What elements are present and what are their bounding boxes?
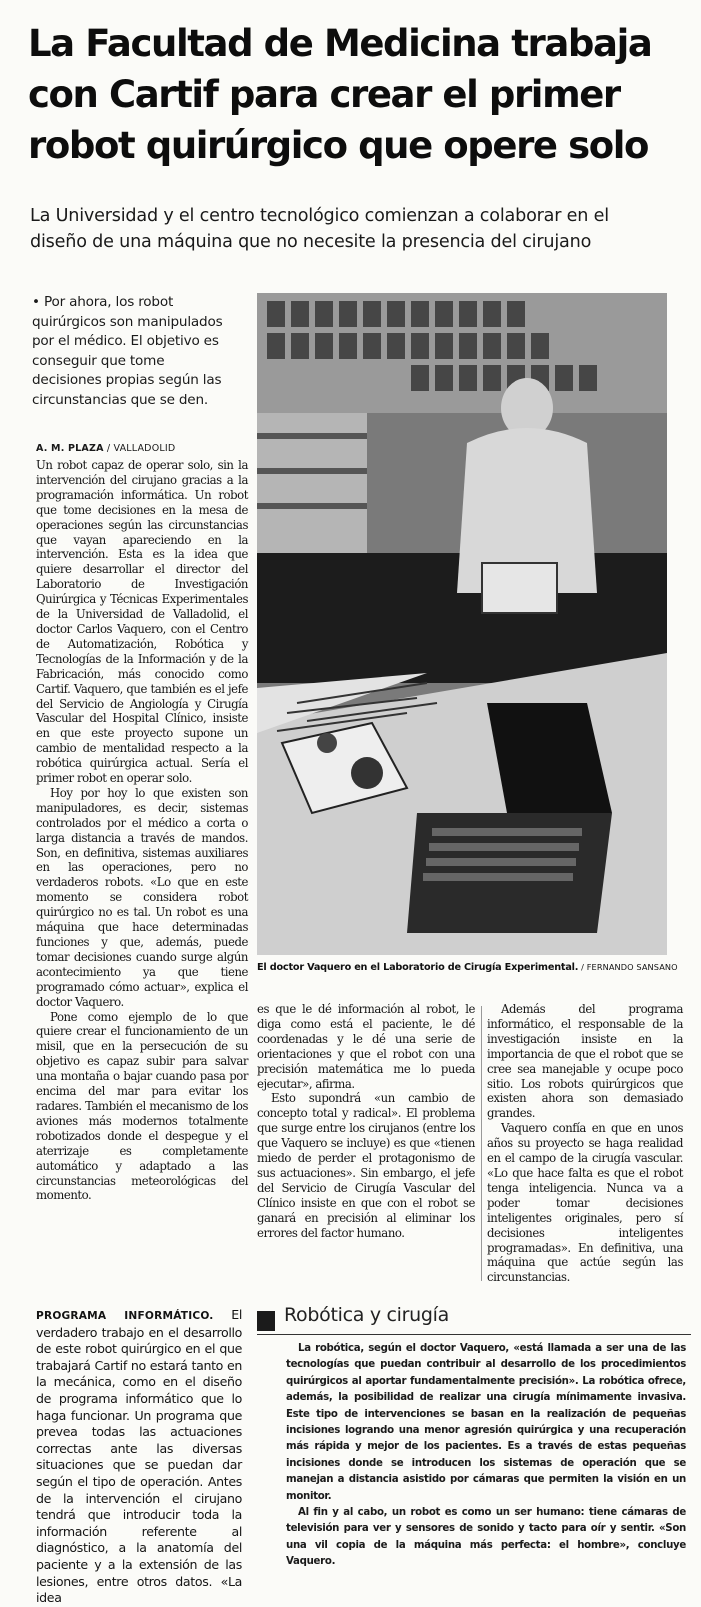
sidebar-section-icon (257, 1311, 275, 1331)
subtitle-line-1: La Universidad y el centro tecnológico comienzan a colaborar en el (30, 206, 609, 226)
body-paragraph: Un robot capaz de operar solo, sin la intervención del cirujano gracias a la programación informática. Un robot que tome decisiones en la mesa de operaciones según las circunstancias que vayan apareciendo en la intervención. Esta es la idea que quiere desarrollar el director del Laboratorio de Investigación Quirúrgica y Técnicas Experimentales de la Universidad de Valladolid, el doctor Carlos Vaquero, con el Centro de Automatización, Robótica y Tecnologías de la Información y de la Fabricación, más conocido como Cartif. Vaquero, que también es el jefe del Servicio de Angiología y Cirugía Vascular del Hospital Clínico, insiste en que este proyecto supone un cambio de mentalidad respecto a la robótica quirúrgica actual. Sería el primer robot en operar solo. (36, 458, 248, 786)
subtitle-line-2: diseño de una máquina que no necesite la presencia del cirujano (30, 232, 592, 252)
body-column-1 (36, 458, 248, 1203)
photo-credit: / FERNANDO SANSANO (581, 962, 678, 972)
lede: • Por ahora, los robot quirúrgicos son manipulados por el médico. El objetivo es conseguir que tome decisiones propias según las circunstancias que se den. (32, 294, 223, 408)
sidebar-paragraph: La robótica, según el doctor Vaquero, «está llamada a ser una de las tecnologías que puedan contribuir al desarrollo de los procedimientos quirúrgicos al aportar fundamentalmente precisión». La robótica ofrece, además, la posibilidad de realizar una cirugía mínimamente invasiva. Este tipo de intervenciones se basan en la realización de pequeñas incisiones logrando una menor agresión quirúrgica y una recuperación más rápida y mejor de los pacientes. Es a través de estas pequeñas incisiones donde se introducen los sistemas de operación que se manejan a distancia asistido por cámaras que permiten la visión en un monitor. (286, 1343, 686, 1502)
byline-author: A. M. PLAZA (36, 443, 104, 454)
headline (28, 18, 688, 171)
subtitle (30, 203, 690, 255)
sidebar-rule (257, 1334, 691, 1335)
lab-photo-illustration (257, 293, 667, 955)
body-paragraph: es que le dé información al robot, le diga como está el paciente, le dé coordenadas y le dé una serie de orientaciones y que el robot con una precisión matemática me lo pueda ejecutar», afirma. (257, 1002, 475, 1091)
article-photo (257, 293, 667, 955)
headline-line-2: con Cartif para crear el primer (28, 73, 620, 116)
body-column-2 (257, 1002, 475, 1241)
body-column-1-lower (36, 1307, 242, 1607)
body-paragraph: Además del programa informático, el responsable de la investigación insiste en la importancia de que el robot que se cree sea manejable y ocupe poco sitio. Los robots quirúrgicos que existen ahora son demasiado grandes. (487, 1002, 683, 1121)
body-paragraph-text: El verdadero trabajo en el desarrollo de este robot quirúrgico en el que trabajará Cartif no estará tanto en la mecánica, como en el diseño de programa informático que lo haga funcionar. Un programa que prevea todas las actuaciones correctas ante las diversas situaciones que se puedan dar según el tipo de operación. Antes de la intervención el cirujano tendrá que introducir toda la información referente al diagnóstico, a la anatomía del paciente y a la extensión de las lesiones, entre otros datos. «La idea (36, 1307, 242, 1606)
headline-line-1: La Facultad de Medicina trabaja (28, 22, 652, 65)
sidebar-body (286, 1341, 686, 1571)
body-paragraph: Esto supondrá «un cambio de concepto total y radical». El problema que surge entre los cirujanos (entre los que Vaquero se incluye) es que «tienen miedo de perder el protagonismo de sus actuaciones». Sin embargo, el jefe del Servicio de Cirugía Vascular del Clínico insiste en que con el robot se ganará en precisión al eliminar los errores del factor humano. (257, 1091, 475, 1240)
photo-caption (257, 962, 697, 973)
body-paragraph: Vaquero confía en que en unos años su proyecto se haga realidad en el campo de la cirugía vascular. «Lo que hace falta es que el robot tenga inteligencia. Nunca va a poder tomar decisiones inteligentes originales, pero sí decisiones inteligentes programadas». En definitiva, una máquina que actúe según las circunstancias. (487, 1121, 683, 1285)
sidebar-title: Robótica y cirugía (284, 1304, 449, 1326)
sidebar-paragraph: Al fin y al cabo, un robot es como un ser humano: tiene cámaras de televisión para ver y sensores de sonido y tacto para oír y sentir. «Son una vil copia de la máquina más perfecta: el hombre», concluye Vaquero. (286, 1507, 686, 1568)
body-paragraph: Hoy por hoy lo que existen son manipuladores, es decir, sistemas controlados por el médico a corta o larga distancia a través de mandos. Son, en definitiva, sistemas auxiliares en las operaciones, pero no verdaderos robots. «Lo que en este momento se considera robot quirúrgico no es tal. Un robot es una máquina que hace determinadas funciones y que, además, puede tomar decisiones cuando surge algún acontecimiento ya que tiene programado cómo actuar», explica el doctor Vaquero. (36, 785, 248, 1009)
byline-location: VALLADOLID (113, 443, 176, 454)
body-paragraph (36, 1307, 242, 1607)
column-divider (481, 1006, 482, 1281)
headline-line-3: robot quirúrgico que opere solo (28, 124, 649, 167)
byline: A. M. PLAZA / VALLADOLID (36, 443, 176, 454)
section-kicker: PROGRAMA INFORMÁTICO. (36, 1310, 214, 1322)
body-paragraph: Pone como ejemplo de lo que quiere crear el funcionamiento de un misil, que en la persecución de su objetivo es capaz subir para salvar una montaña o bajar cuando pasa por encima del mar para evitar los radares. También el mecanismo de los aviones más modernos totalmente robotizados donde el despegue y el aterrizaje es completamente automático y adaptado a las circunstancias meteorológicas del momento. (36, 1009, 248, 1203)
caption-text: El doctor Vaquero en el Laboratorio de Cirugía Experimental. (257, 962, 579, 973)
body-column-3 (487, 1002, 683, 1285)
